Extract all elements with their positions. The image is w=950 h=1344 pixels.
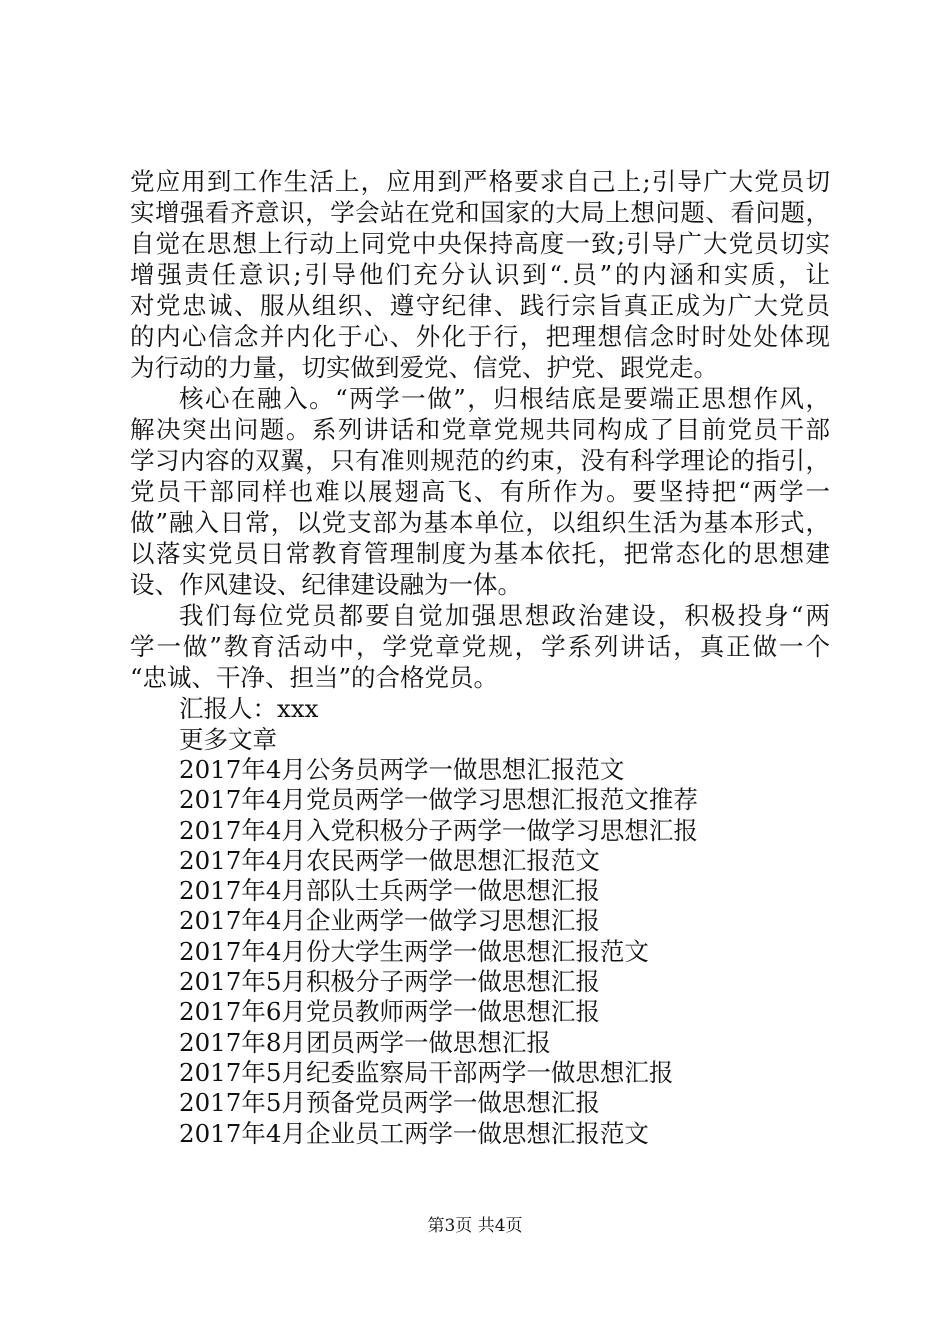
- paragraph-3: [130, 600, 830, 693]
- text-line: 解决突出问题。系列讲话和党章党规共同构成了目前党员干部: [130, 415, 830, 444]
- text-line: 实增强看齐意识，学会站在党和国家的大局上想问题、看问题，: [130, 198, 830, 227]
- reporter-line: 汇报人：xxx: [179, 694, 319, 723]
- text-line: 设、作风建设、纪律建设融为一体。: [130, 570, 522, 599]
- article-link[interactable]: 2017年4月党员两学一做学习思想汇报范文推荐: [179, 785, 698, 815]
- more-articles-heading: 更多文章: [179, 725, 277, 754]
- document-body: [130, 166, 830, 1149]
- article-link[interactable]: 2017年5月纪委监察局干部两学一做思想汇报: [179, 1057, 674, 1087]
- text-line: 对党忠诚、服从组织、遵守纪律、践行宗旨真正成为广大党员: [130, 291, 830, 320]
- article-link[interactable]: 2017年4月份大学生两学一做思想汇报范文: [179, 936, 649, 966]
- text-line: 以落实党员日常教育管理制度为基本依托，把常态化的思想建: [130, 539, 830, 568]
- text-line: 核心在融入。“两学一做”，归根结底是要端正思想作风，: [179, 384, 830, 413]
- text-line: 学一做”教育活动中，学党章党规，学系列讲话，真正做一个: [130, 632, 830, 661]
- text-line: 学习内容的双翼，只有准则规范的约束，没有科学理论的指引，: [130, 446, 830, 475]
- text-line: 党应用到工作生活上，应用到严格要求自己上;引导广大党员切: [130, 167, 830, 196]
- text-line: 为行动的力量，切实做到爱党、信党、护党、跟党走。: [130, 353, 718, 382]
- paragraph-1: [130, 166, 830, 383]
- article-link[interactable]: 2017年8月团员两学一做思想汇报: [179, 1027, 551, 1057]
- article-link[interactable]: 2017年4月农民两学一做思想汇报范文: [179, 845, 600, 875]
- text-line: 党员干部同样也难以展翅高飞、有所作为。要坚持把“两学一: [130, 477, 830, 506]
- text-line: 自觉在思想上行动上同党中央保持高度一致;引导广大党员切实: [130, 229, 830, 258]
- article-link[interactable]: 2017年5月预备党员两学一做思想汇报: [179, 1088, 600, 1118]
- page-footer: 第3页 共4页: [427, 1216, 523, 1236]
- text-line: “忠诚、干净、担当”的合格党员。: [130, 663, 499, 692]
- paragraph-2: [130, 383, 830, 600]
- article-link[interactable]: 2017年4月企业两学一做学习思想汇报: [179, 906, 600, 936]
- text-line: 做”融入日常，以党支部为基本单位，以组织生活为基本形式，: [130, 508, 830, 537]
- article-link[interactable]: 2017年4月入党积极分子两学一做学习思想汇报: [179, 815, 698, 845]
- article-link[interactable]: 2017年4月企业员工两学一做思想汇报范文: [179, 1118, 649, 1148]
- article-link[interactable]: 2017年4月公务员两学一做思想汇报范文: [179, 755, 625, 784]
- article-list: [130, 755, 830, 1149]
- text-line: 增强责任意识;引导他们充分认识到“.员”的内涵和实质，让: [130, 260, 830, 289]
- article-link[interactable]: 2017年6月党员教师两学一做思想汇报: [179, 997, 600, 1027]
- article-link[interactable]: 2017年4月部队士兵两学一做思想汇报: [179, 876, 600, 906]
- text-line: 的内心信念并内化于心、外化于行，把理想信念时时处处体现: [130, 322, 830, 351]
- article-link[interactable]: 2017年5月积极分子两学一做思想汇报: [179, 967, 600, 997]
- text-line: 我们每位党员都要自觉加强思想政治建设，积极投身“两: [179, 601, 830, 630]
